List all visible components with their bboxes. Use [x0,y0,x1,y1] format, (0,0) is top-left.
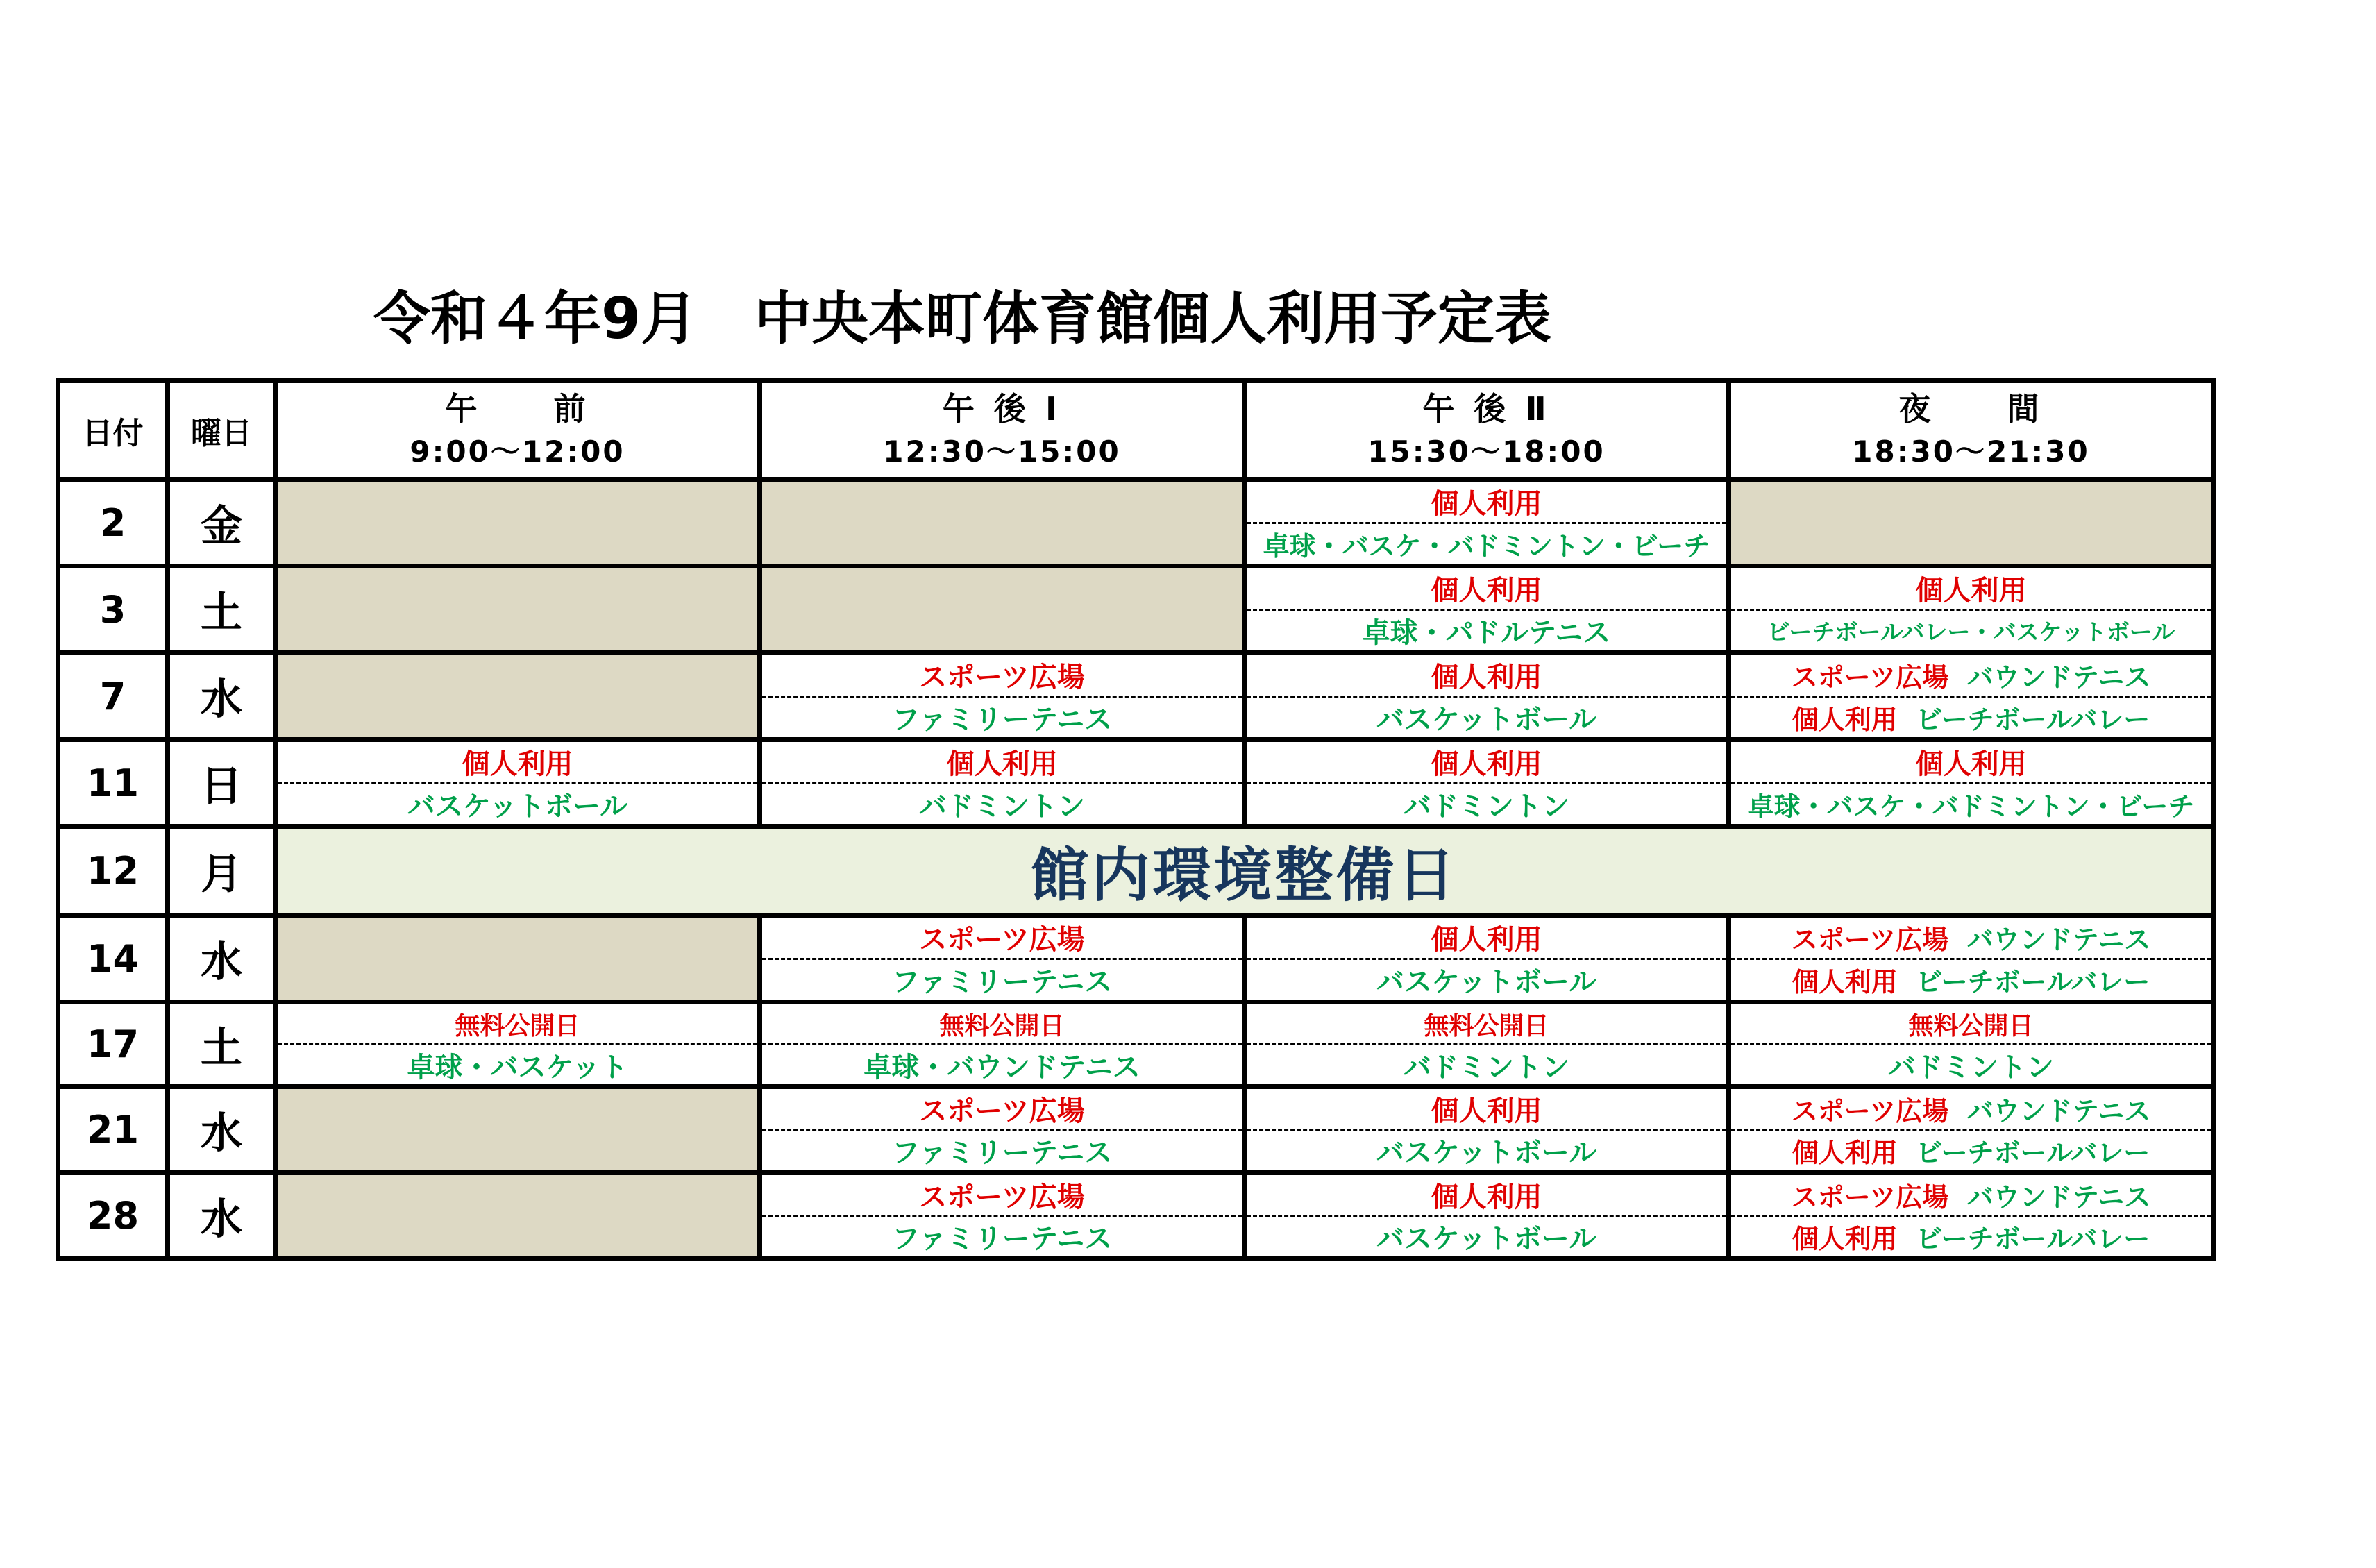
table-row [58,480,2214,566]
slot-usage: スポーツ広場 [1791,925,1949,956]
slot-activity: ビーチボールバレー [1916,1138,2150,1168]
schedule-slot [276,740,760,827]
slot-activity: バドミントン [1887,1051,2055,1084]
schedule-slot [1245,916,1729,1002]
schedule-slot [1729,653,2214,740]
slot-activity: 卓球・バスケット [407,1051,628,1084]
slot-usage: スポーツ広場 [762,918,1242,960]
slot-activity: ビーチボールバレー [1916,704,2150,735]
day-number: 21 [58,1087,168,1173]
closed-slot [276,653,760,740]
slot-line [1731,1175,2211,1217]
slot-usage: 個人利用 [1247,1089,1726,1131]
slot-usage: 個人利用 [1792,966,1898,997]
slot-time: 18:30～21:30 [1852,434,2090,469]
day-number: 14 [58,916,168,1002]
slot-usage: 個人利用 [1792,1224,1898,1254]
schedule-table [56,378,2216,1261]
slot-usage: スポーツ広場 [1791,662,1949,693]
slot-activity: ファミリーテニス [891,966,1113,998]
slot-usage: 個人利用 [762,742,1242,784]
weekday: 水 [168,1087,276,1173]
page-title: 令和４年9月 中央本町体育館個人利用予定表 [373,286,1552,352]
slot-activity: 卓球・バウンドテニス [863,1051,1140,1084]
schedule-slot [760,1002,1245,1087]
day-number: 12 [58,827,168,916]
schedule-slot [1729,740,2214,827]
slot-usage: 無料公開日 [1731,1004,2211,1045]
slot-usage: 個人利用 [1247,742,1726,784]
weekday: 土 [168,1002,276,1087]
day-number: 2 [58,480,168,566]
slot-usage: 個人利用 [1247,482,1726,524]
table-row [58,566,2214,653]
slot-activity: バスケットボール [1376,703,1597,736]
slot-usage: スポーツ広場 [762,655,1242,698]
slot-activity: 卓球・バスケ・バドミントン・ビーチ [1263,530,1710,562]
slot-header-afternoon-2 [1245,381,1729,480]
slot-line [1731,698,2211,738]
schedule-slot [1729,1002,2214,1087]
slot-usage: 個人利用 [1247,568,1726,611]
schedule-slot [1245,566,1729,653]
slot-activity: バウンドテニス [1966,925,2151,956]
slot-line [1731,1089,2211,1131]
slot-header-night [1729,381,2214,480]
slot-time: 9:00～12:00 [410,434,625,469]
slot-time: 12:30～15:00 [883,434,1121,469]
day-number: 7 [58,653,168,740]
table-row [58,740,2214,827]
slot-usage: 無料公開日 [278,1004,757,1045]
slot-activity: ファミリーテニス [891,1137,1113,1169]
slot-time: 15:30～18:00 [1367,434,1606,469]
closed-slot [1729,480,2214,566]
closed-slot [276,916,760,1002]
weekday: 土 [168,566,276,653]
closed-slot [276,1087,760,1173]
schedule-slot [1245,740,1729,827]
schedule-slot [1245,653,1729,740]
slot-usage: 無料公開日 [762,1004,1242,1045]
slot-activity: 卓球・パドルテニス [1362,616,1611,649]
slot-usage: スポーツ広場 [762,1175,1242,1217]
header-row [58,381,2214,480]
slot-header-afternoon-1 [760,381,1245,480]
schedule-slot [760,653,1245,740]
slot-activity: ビーチボールバレー [1916,966,2150,997]
schedule-slot [1245,1087,1729,1173]
slot-activity: ビーチボールバレー [1916,1224,2150,1254]
slot-usage: 個人利用 [1247,1175,1726,1217]
slot-activity: ファミリーテニス [891,1223,1113,1255]
slot-activity: ファミリーテニス [891,703,1113,736]
weekday: 月 [168,827,276,916]
slot-name: 午 後 Ⅱ [1422,389,1551,428]
slot-name: 午 後 Ⅰ [942,389,1062,428]
slot-usage: 個人利用 [1247,918,1726,960]
slot-usage: スポーツ広場 [762,1089,1242,1131]
schedule-slot [276,1002,760,1087]
slot-usage: スポーツ広場 [1791,1182,1949,1213]
slot-usage: 無料公開日 [1247,1004,1726,1045]
weekday: 水 [168,1173,276,1259]
slot-usage: 個人利用 [1792,704,1898,735]
table-row [58,827,2214,916]
slot-activity: バスケットボール [1376,1137,1597,1169]
slot-activity: バウンドテニス [1966,1096,2151,1127]
slot-line [1731,655,2211,698]
schedule-slot [760,916,1245,1002]
weekday: 日 [168,740,276,827]
day-number: 3 [58,566,168,653]
table-row [58,1173,2214,1259]
schedule-slot [760,740,1245,827]
weekday: 金 [168,480,276,566]
closed-slot [276,1173,760,1259]
schedule-slot [1729,1087,2214,1173]
slot-activity: バウンドテニス [1966,662,2151,693]
closed-slot [760,566,1245,653]
day-number: 17 [58,1002,168,1087]
slot-activity: バドミントン [1403,1051,1570,1084]
slot-name: 午 前 [445,389,590,428]
maintenance-day: 館内環境整備日 [276,827,2214,916]
date-header: 日付 [58,381,168,480]
slot-header-morning [276,381,760,480]
weekday: 水 [168,653,276,740]
schedule-slot [1729,916,2214,1002]
slot-line [1731,960,2211,1000]
slot-activity: バドミントン [918,790,1086,823]
schedule-slot [760,1173,1245,1259]
closed-slot [276,480,760,566]
schedule-slot [1245,1173,1729,1259]
day-number: 11 [58,740,168,827]
slot-activity: 卓球・バスケ・バドミントン・ビーチ [1747,791,2195,822]
slot-line [1731,918,2211,960]
schedule-slot [1729,566,2214,653]
schedule-slot [1729,1173,2214,1259]
slot-line [1731,1217,2211,1256]
slot-usage: 個人利用 [1792,1138,1898,1168]
slot-usage: 個人利用 [1731,742,2211,784]
table-row [58,1087,2214,1173]
slot-activity: バスケットボール [1376,966,1597,998]
slot-usage: 個人利用 [1247,655,1726,698]
weekday: 水 [168,916,276,1002]
slot-name: 夜 間 [1898,389,2044,428]
schedule-slot [760,1087,1245,1173]
slot-activity: バウンドテニス [1966,1182,2151,1213]
slot-usage: 個人利用 [278,742,757,784]
table-row [58,916,2214,1002]
table-row [58,653,2214,740]
slot-line [1731,1131,2211,1170]
closed-slot [760,480,1245,566]
day-number: 28 [58,1173,168,1259]
slot-usage: スポーツ広場 [1791,1096,1949,1127]
slot-activity: バスケットボール [407,790,628,823]
slot-activity: ビーチボールバレー・バスケットボール [1767,618,2175,646]
schedule-slot [1245,480,1729,566]
schedule-slot [1245,1002,1729,1087]
table-row [58,1002,2214,1087]
slot-activity: バドミントン [1403,790,1570,823]
closed-slot [276,566,760,653]
slot-usage: 個人利用 [1731,568,2211,611]
slot-activity: バスケットボール [1376,1223,1597,1255]
weekday-header: 曜日 [168,381,276,480]
